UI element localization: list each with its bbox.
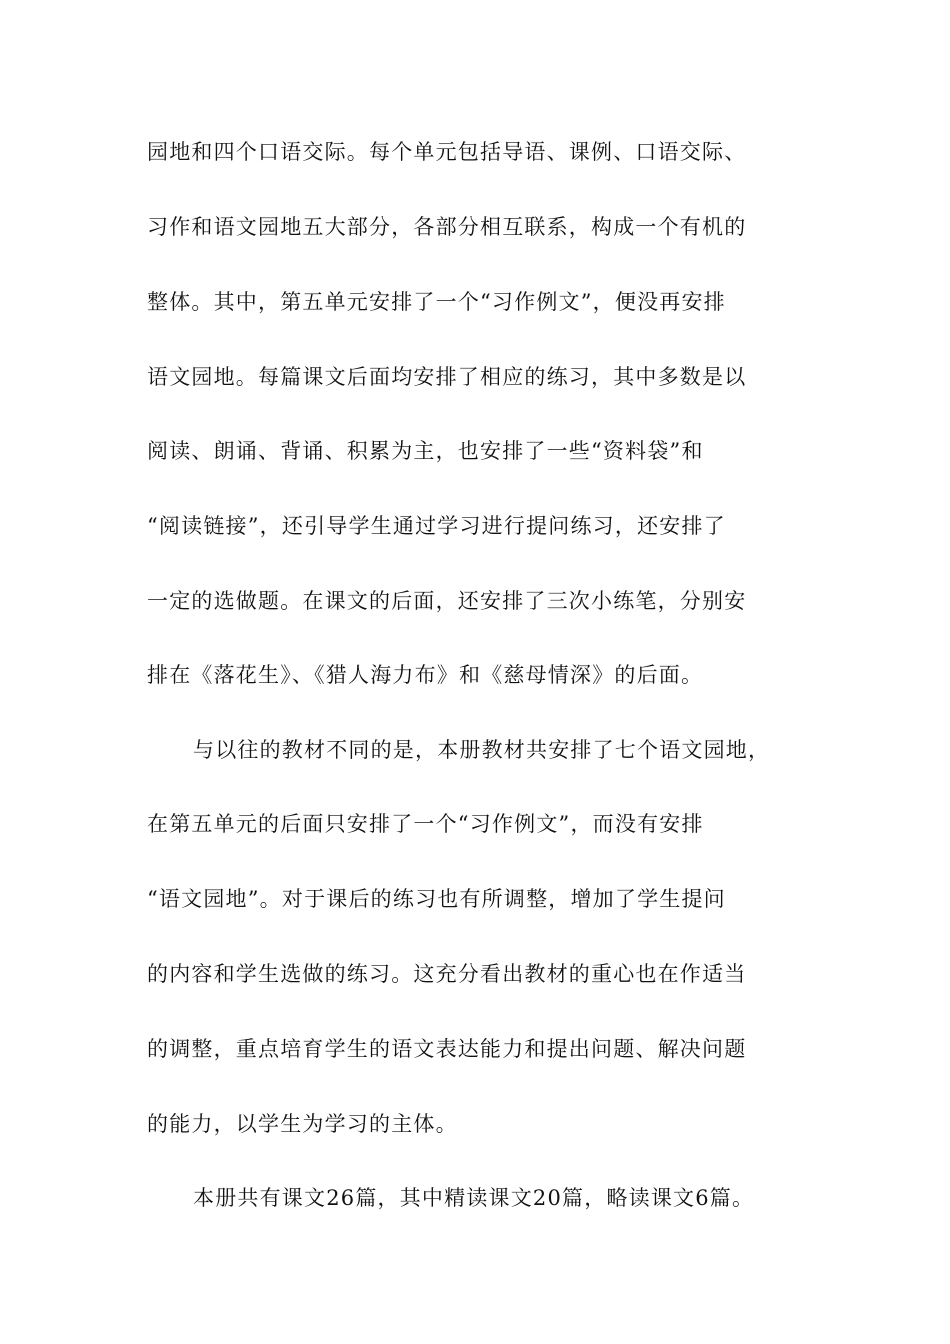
paragraph-line: 的调整，重点培育学生的语文表达能力和提出问题、解决问题 bbox=[147, 1037, 747, 1061]
paragraph-line: “语文园地”。对于课后的练习也有所调整，增加了学生提问 bbox=[147, 887, 726, 911]
paragraph-line: 排在《落花生》、《猎人海力布》和《慈母情深》的后面。 bbox=[147, 663, 704, 687]
paragraph-line: “阅读链接”，还引导学生通过学习进行提问练习，还安排了 bbox=[147, 514, 726, 538]
paragraph-line: 与以往的教材不同的是，本册教材共安排了七个语文园地， bbox=[193, 738, 771, 762]
paragraph-line: 在第五单元的后面只安排了一个“习作例文”，而没有安排 bbox=[147, 812, 704, 836]
paragraph-line: 语文园地。每篇课文后面均安排了相应的练习，其中多数是以 bbox=[147, 365, 747, 389]
paragraph-line: 的内容和学生选做的练习。这充分看出教材的重心也在作适当 bbox=[147, 962, 747, 986]
paragraph-line: 一定的选做题。在课文的后面，还安排了三次小练笔，分别安 bbox=[147, 589, 747, 613]
paragraph-line: 园地和四个口语交际。每个单元包括导语、课例、口语交际、 bbox=[147, 140, 747, 164]
paragraph-line: 本册共有课文26篇，其中精读课文20篇，略读课文6篇。 bbox=[193, 1186, 755, 1210]
paragraph-line: 的能力，以学生为学习的主体。 bbox=[147, 1112, 458, 1136]
paragraph-line: 阅读、朗诵、背诵、积累为主，也安排了一些“资料袋”和 bbox=[147, 439, 704, 463]
paragraph-line: 整体。其中，第五单元安排了一个“习作例文”，便没再安排 bbox=[147, 290, 726, 314]
paragraph-line: 习作和语文园地五大部分，各部分相互联系，构成一个有机的 bbox=[147, 215, 747, 239]
